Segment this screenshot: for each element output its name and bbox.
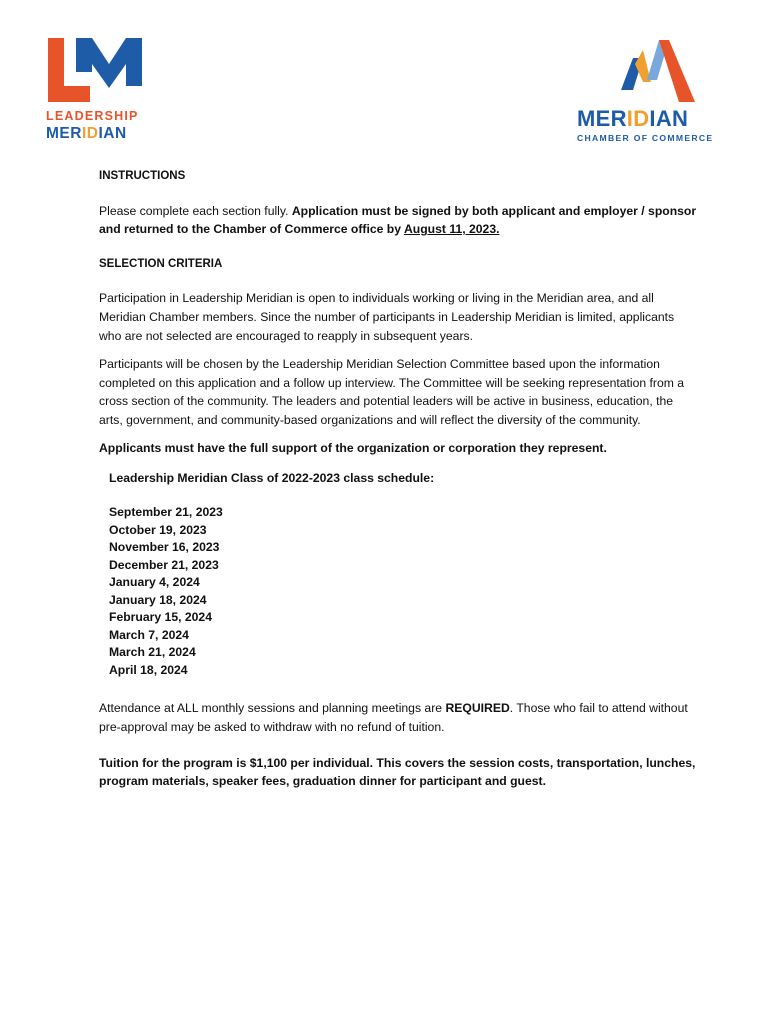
- leadership-meridian-logo: [46, 38, 146, 141]
- schedule-date: March 7, 2024: [109, 627, 189, 642]
- document-body: [99, 167, 699, 790]
- schedule-date: November 16, 2023: [109, 540, 220, 554]
- meridian-word: MERIDIAN: [46, 124, 127, 142]
- schedule-date: April 18, 2024: [109, 662, 188, 677]
- chamber-mountain-icon: [607, 38, 697, 104]
- schedule-date: December 21, 2023: [109, 557, 219, 572]
- schedule-date: January 4, 2024: [109, 575, 200, 589]
- schedule-date-list: [99, 504, 699, 679]
- selection-heading: SELECTION CRITERIA: [99, 258, 223, 270]
- attendance-paragraph: Attendance at ALL monthly sessions and planning meetings are REQUIRED. Those who fail to attend without pre-approval may be asked to withdraw with no refund of tuition.: [99, 701, 688, 734]
- schedule-date: January 18, 2024: [109, 592, 207, 607]
- meridian-word: MERIDIAN: [577, 106, 689, 131]
- tuition-paragraph: Tuition for the program is $1,100 per individual. This covers the session costs, transportation, lunches, program materials, speaker fees, graduation dinner for participant and guest.: [99, 756, 696, 788]
- lm-monogram-icon: [46, 38, 142, 104]
- schedule-date: September 21, 2023: [109, 505, 223, 519]
- meridian-chamber-logo: [577, 38, 737, 143]
- instructions-heading: INSTRUCTIONS: [99, 170, 186, 182]
- schedule-date: February 15, 2024: [109, 610, 212, 624]
- support-statement: Applicants must have the full support of the organization or corporation they represent.: [99, 441, 607, 455]
- chamber-of-commerce-word: CHAMBER OF COMMERCE: [577, 133, 714, 143]
- schedule-date: October 19, 2023: [109, 522, 207, 537]
- selection-paragraph-2: Participants will be chosen by the Leadership Meridian Selection Committee based upon the information completed on this application and a follow up interview. The Committee will be seeking representation from a cross section of the community. The leaders and potential leaders will be active in business, education, the arts, government, and community-based organizations and will reflect the diversity of the community.: [99, 357, 685, 427]
- selection-paragraph-1: Participation in Leadership Meridian is open to individuals working or living in the Meridian area, and all Meridian Chamber members. Since the number of participants in Leadership Meridian is limited, applicants who are not selected are encouraged to reapply in subsequent years.: [99, 291, 675, 343]
- schedule-title: Leadership Meridian Class of 2022-2023 class schedule:: [109, 471, 435, 485]
- deadline-date: August 11, 2023.: [403, 222, 500, 236]
- schedule-date: March 21, 2024: [109, 645, 196, 659]
- leadership-word: LEADERSHIP: [46, 109, 139, 123]
- instructions-text: Please complete each section fully. Application must be signed by both applicant and employer / sponsor and returned to the Chamber of Commerce office by August 11, 2023.: [99, 204, 697, 236]
